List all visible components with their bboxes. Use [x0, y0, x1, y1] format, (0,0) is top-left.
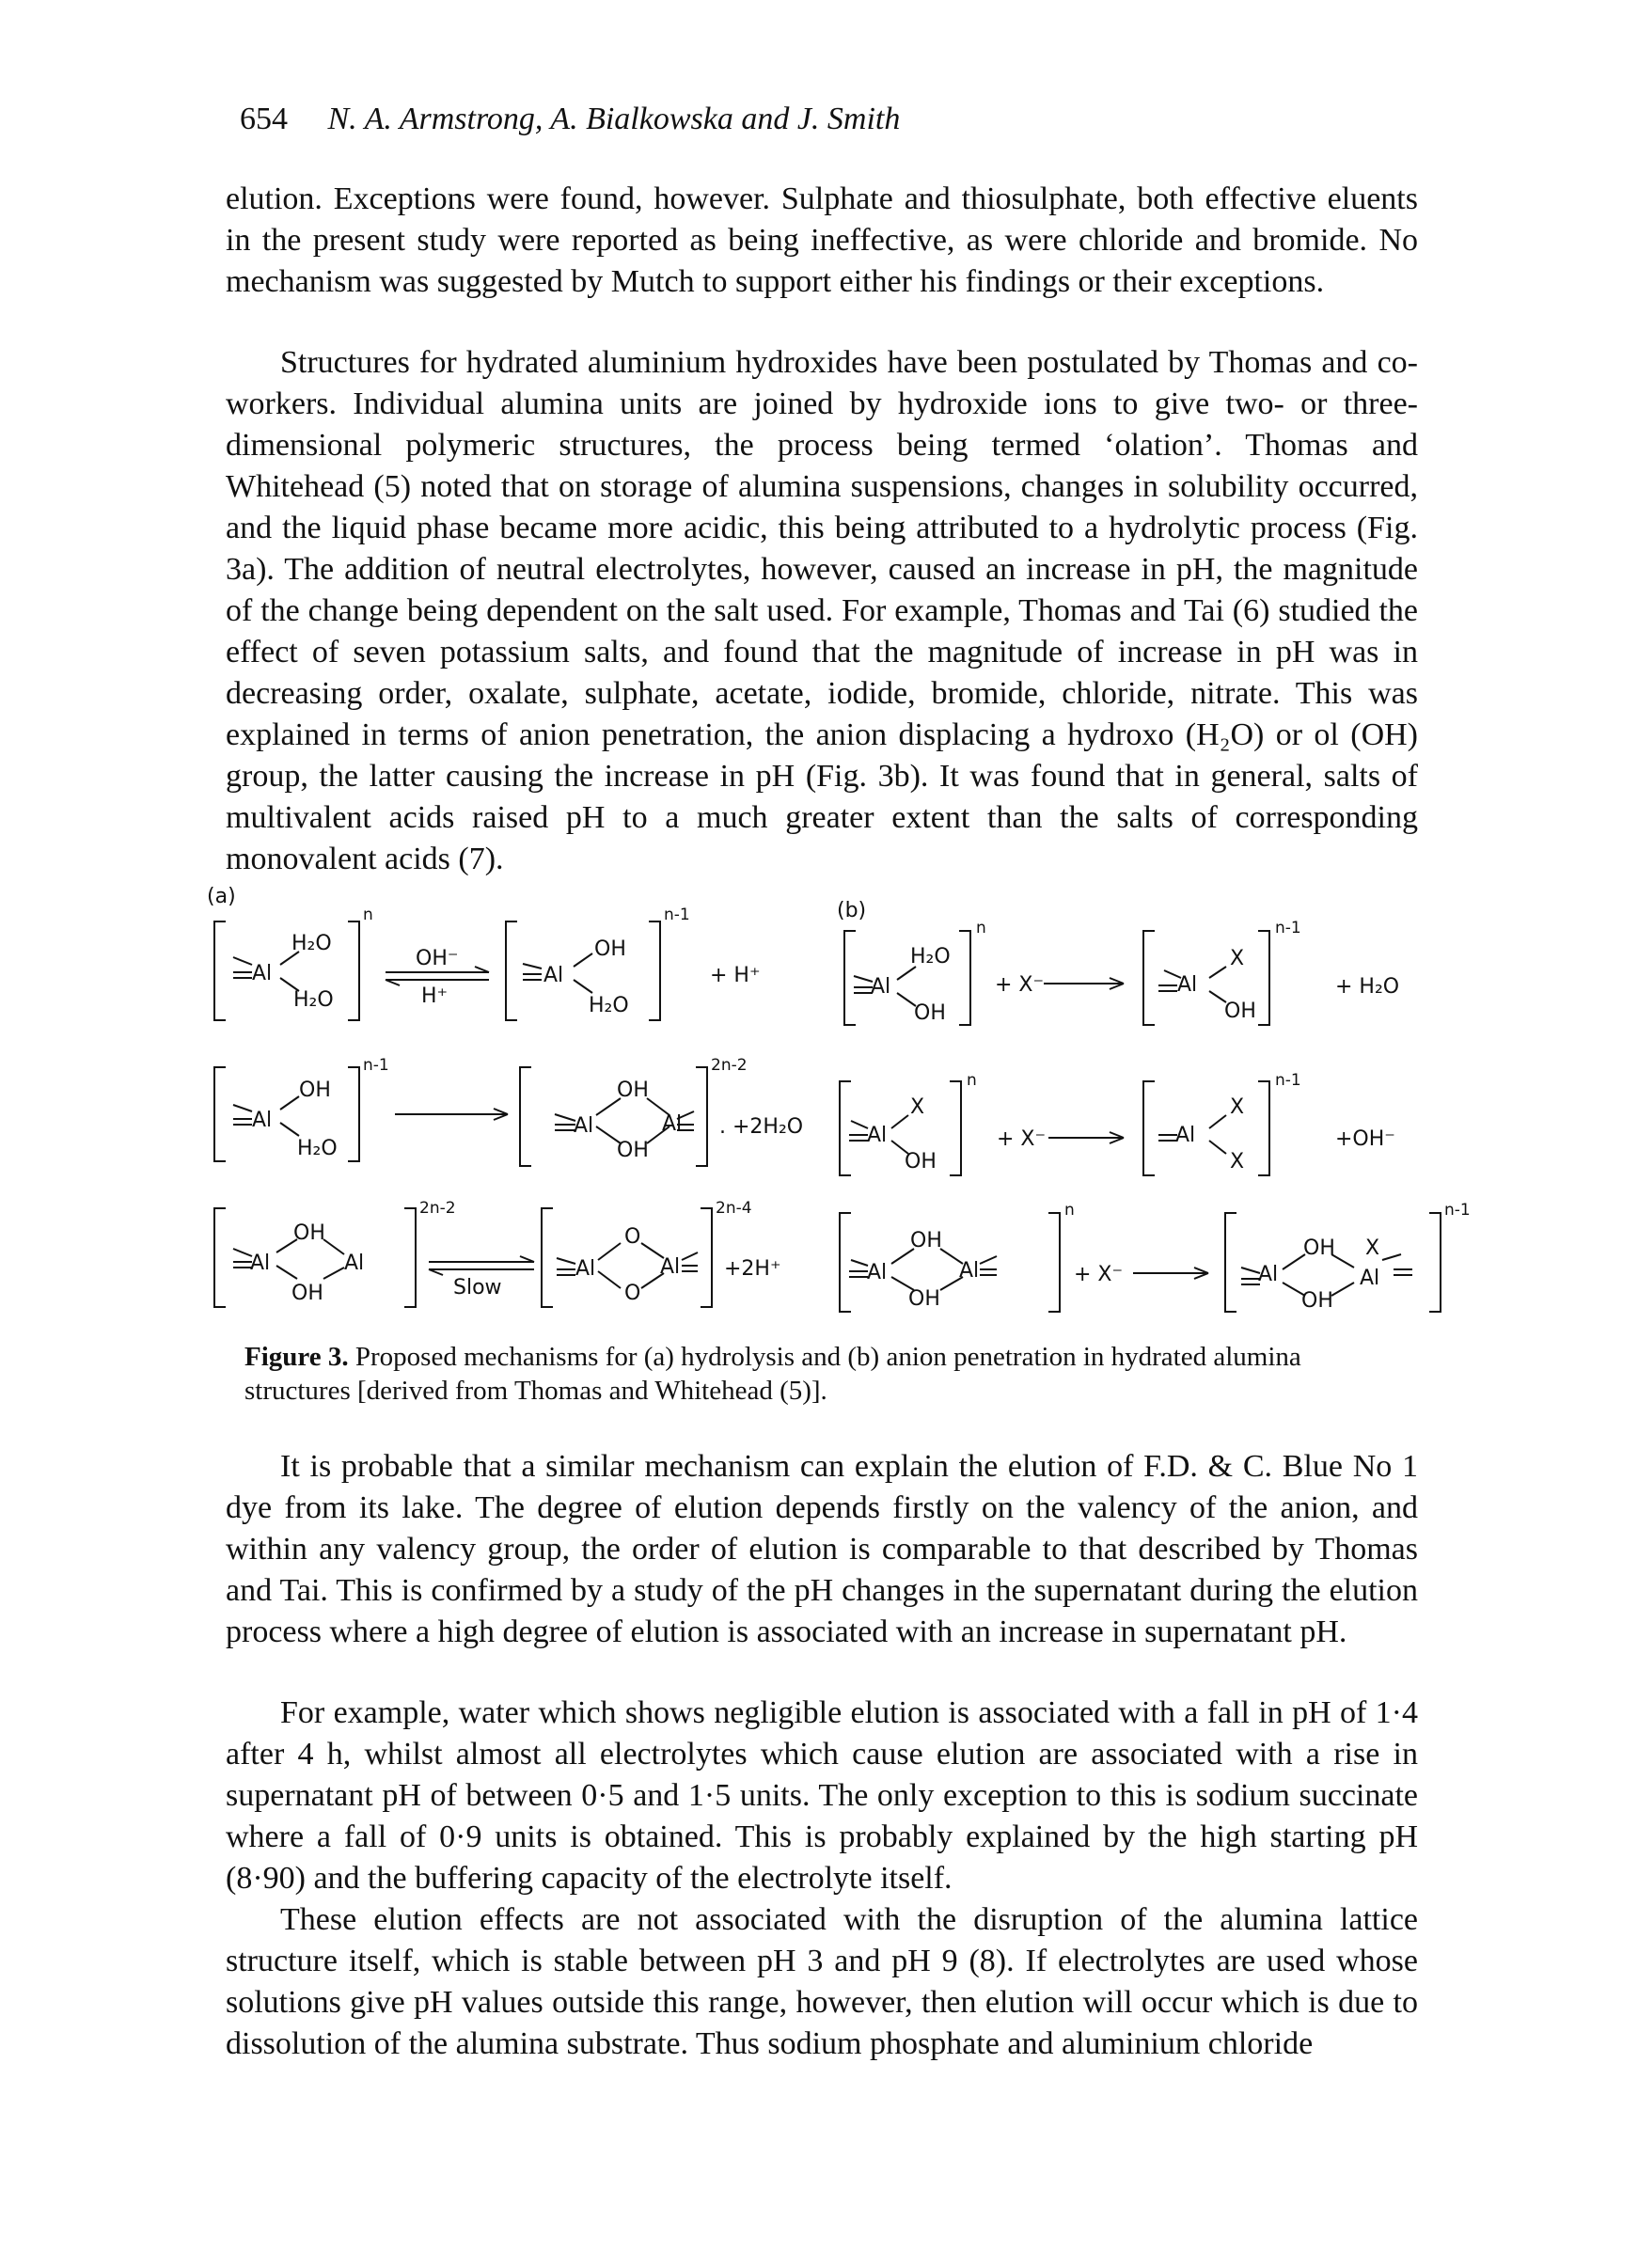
- h2o-a2: H₂O: [297, 1137, 338, 1160]
- o-a3p-top: O: [624, 1225, 641, 1249]
- charge-b2: n: [967, 1071, 977, 1090]
- oh-a2p-top: OH: [617, 1079, 649, 1102]
- charge-b3: n: [1064, 1201, 1075, 1220]
- figure-3-caption-label: Figure 3.: [244, 1342, 349, 1372]
- charge-b1: n: [976, 919, 986, 937]
- plus-x-b3: + X⁻: [1074, 1263, 1124, 1286]
- oh-a2p-bottom: OH: [617, 1139, 649, 1162]
- oh-b3-bottom: OH: [908, 1287, 940, 1311]
- charge-a3: 2n-2: [419, 1199, 456, 1218]
- charge-b3p: n-1: [1444, 1201, 1471, 1220]
- h2o-a1-top: H₂O: [291, 932, 332, 955]
- x-b2p-bottom: X: [1230, 1150, 1245, 1173]
- oh-b2: OH: [905, 1150, 937, 1173]
- charge-a3p: 2n-4: [716, 1199, 752, 1218]
- plus-x-b1: + X⁻: [995, 973, 1045, 997]
- al-b3p-right: Al: [1360, 1267, 1380, 1290]
- paragraph-elution-effects: These elution effects are not associated with the disruption of the alumina lattice structure itself, which is stable between pH 3 and pH 9 (8). If electrolytes are used whose solutions give pH values outside this range, however, then elution will occur which is due to dissolution of the alumina substrate. Thus sodium phosphate and aluminium chloride: [226, 1902, 1418, 2061]
- charge-a2: n-1: [363, 1056, 389, 1075]
- al-a3-right: Al: [344, 1252, 365, 1275]
- figure-3-caption: [244, 1340, 1382, 1408]
- x-b1p: X: [1230, 947, 1245, 970]
- oh-a3-bottom: OH: [291, 1282, 323, 1305]
- plus-h: + H⁺: [710, 964, 761, 987]
- h2o-b1: H₂O: [910, 945, 951, 969]
- plus-2h: +2H⁺: [724, 1257, 781, 1281]
- paragraph-for-example: For example, water which shows negligible elution is associated with a fall in pH of 1·4 after 4 h, whilst almost all electrolytes which cause elution are associated with a rise in supernatant pH of between 0·5 and 1·5 units. The only exception to this is sodium succinate where a fall of 0·9 units is obtained. This is probably explained by the high starting pH (8·90) and the buffering capacity of the electrolyte itself.: [226, 1695, 1418, 1896]
- paragraph-elution-exceptions: elution. Exceptions were found, however. Sulphate and thiosulphate, both effective eluents in the present study were reported as being ineffective, as were chloride and bromide. No mechanism was suggested by Mutch to support either his findings or their exceptions.: [226, 181, 1418, 299]
- oh-b1p: OH: [1224, 1000, 1256, 1023]
- panel-b-label: (b): [837, 899, 867, 922]
- arrow-label-h: H⁺: [421, 984, 449, 1008]
- x-b2p-top: X: [1230, 1095, 1245, 1119]
- plus-x-b2: + X⁻: [997, 1127, 1047, 1151]
- al-a2p-right: Al: [662, 1112, 683, 1136]
- h2o-a1p: H₂O: [589, 994, 629, 1017]
- oh-b1: OH: [914, 1001, 946, 1025]
- al-a2p-left: Al: [574, 1114, 594, 1138]
- al-a3p-left: Al: [575, 1257, 596, 1281]
- charge-a1p: n-1: [664, 906, 690, 924]
- charge-a1: n: [363, 906, 373, 924]
- oh-b3p-bottom: OH: [1301, 1289, 1333, 1313]
- plus-h2o: + H₂O: [1335, 975, 1400, 999]
- al-a1p: Al: [543, 964, 564, 987]
- paragraph-structures: Structures for hydrated aluminium hydroxides have been postulated by Thomas and co-workers. Individual alumina units are joined by hydroxide ions to give two- or three-dimensional polymeric structures, the process being termed ‘olation’. Thomas and Whitehead (5) noted that on storage of alumina suspensions, changes in solubility occurred, and the liquid phase became more acidic, this being attributed to a hydrolytic process (Fig. 3a). The addition of neutral electrolytes, however, caused an increase in pH, the magnitude of the change being dependent on the salt used. For example, Thomas and Tai (6) studied the effect of seven potassium salts, and found that the magnitude of increase in pH was in decreasing order, oxalate, sulphate, acetate, iodide, bromide, chloride, nitrate. This was explained in terms of anion penetration, the anion displacing a hydroxo (H₂O) or ol (OH) group, the latter causing the increase in pH (Fig. 3b). It was found that in general, salts of multivalent acids raised pH to a much greater extent than the salts of corresponding monovalent acids (7).: [226, 345, 1418, 876]
- figure-3-caption-text: Proposed mechanisms for (a) hydrolysis and (b) anion penetration in hydrated alumina structures [derived from Thomas and Whitehead (5)].: [244, 1342, 1301, 1406]
- charge-b2p: n-1: [1275, 1071, 1301, 1090]
- charge-b1p: n-1: [1275, 919, 1301, 937]
- paragraph-similar-mechanism: It is probable that a similar mechanism can explain the elution of F.D. & C. Blue No 1 dye from its lake. The degree of elution depends firstly on the valency of the anion, and within any valency group, the order of elution is comparable to that described by Thomas and Tai. This is confirmed by a study of the pH changes in the supernatant during the elution process where a high degree of elution is associated with an increase in supernatant pH.: [226, 1449, 1418, 1649]
- oh-a3-top: OH: [293, 1221, 325, 1245]
- slow-label: Slow: [453, 1276, 502, 1299]
- figure-3-mechanisms: [207, 874, 1471, 1326]
- al-a3p-right: Al: [660, 1255, 681, 1279]
- oh-b3-top: OH: [910, 1229, 942, 1252]
- al-b1: Al: [871, 975, 891, 999]
- al-b3-right: Al: [959, 1259, 980, 1283]
- al-b2: Al: [867, 1124, 888, 1147]
- plus-oh: +OH⁻: [1335, 1127, 1395, 1151]
- al-b1p: Al: [1177, 973, 1198, 997]
- oh-b3p-top: OH: [1303, 1236, 1335, 1260]
- al-a3-left: Al: [250, 1252, 271, 1275]
- panel-a-label: (a): [207, 885, 236, 908]
- al-b3p-left: Al: [1258, 1263, 1279, 1286]
- plus-2h2o: . +2H₂O: [719, 1115, 804, 1139]
- h2o-a1-bottom: H₂O: [293, 988, 334, 1012]
- charge-a2p: 2n-2: [711, 1056, 748, 1075]
- al-b2p: Al: [1175, 1124, 1196, 1147]
- oh-a1p: OH: [594, 937, 626, 961]
- arrow-label-oh: OH⁻: [416, 947, 459, 970]
- oh-a2: OH: [299, 1079, 331, 1102]
- figure-3-svg: [207, 874, 1471, 1326]
- running-authors: N. A. Armstrong, A. Bialkowska and J. Smith: [327, 102, 901, 136]
- x-b3p: X: [1365, 1236, 1380, 1260]
- x-b2: X: [910, 1095, 925, 1119]
- page-number: 654: [240, 102, 288, 136]
- al-a2: Al: [252, 1109, 273, 1132]
- al-a1: Al: [252, 962, 273, 985]
- o-a3p-bottom: O: [624, 1282, 641, 1305]
- running-header: [240, 102, 900, 137]
- al-b3-left: Al: [867, 1261, 888, 1284]
